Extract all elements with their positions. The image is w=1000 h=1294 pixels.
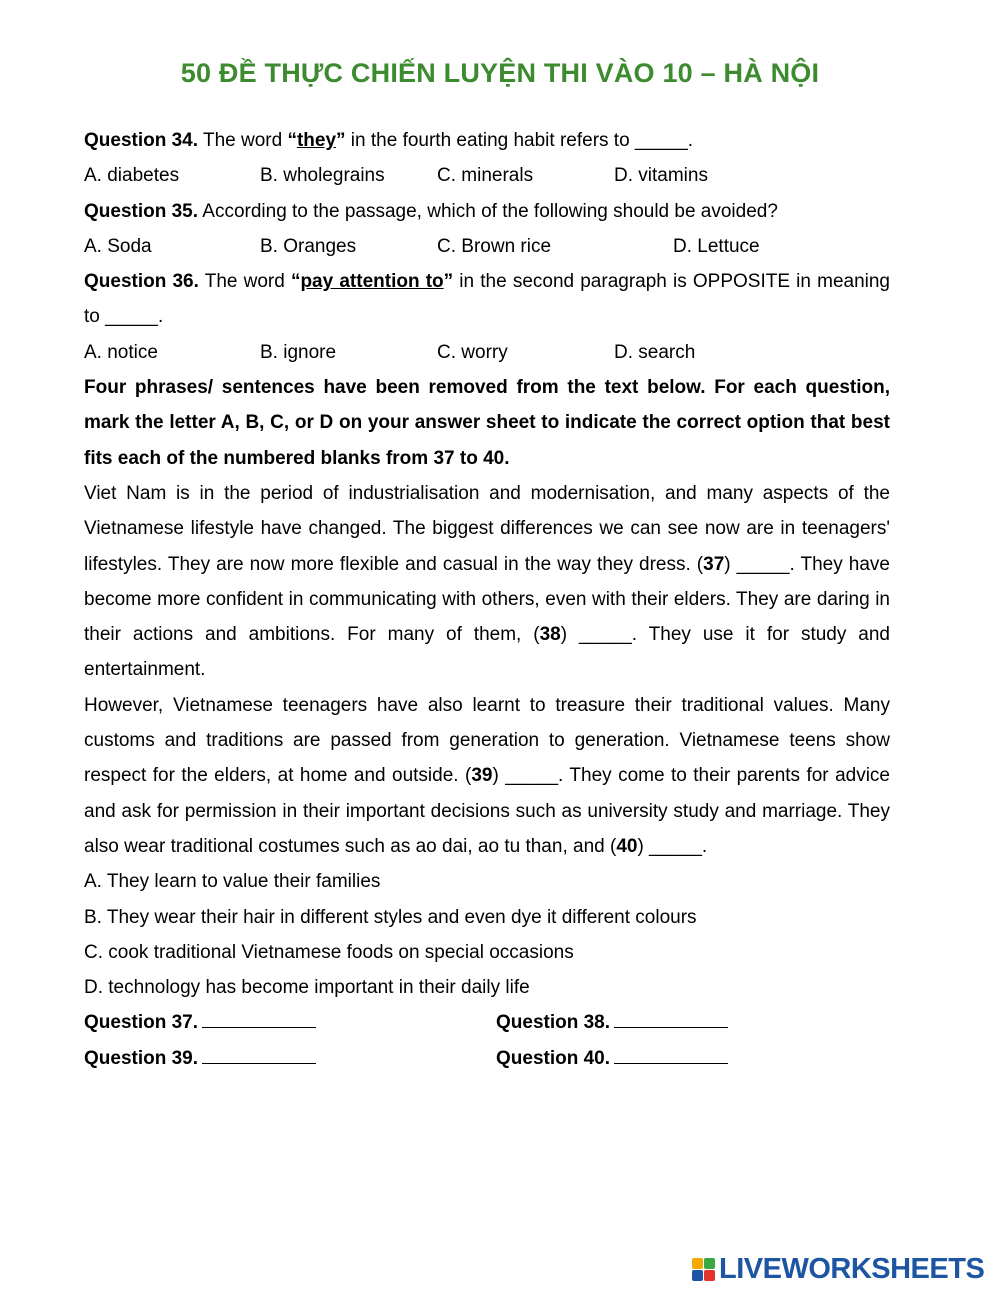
answer-40: Question 40. [496,1041,728,1076]
option-b[interactable]: B. Oranges [260,235,357,257]
option-c[interactable]: C. minerals [437,165,534,187]
question-text: in the second paragraph is OPPOSITE in meaning to _____. [84,271,890,328]
answer-input-39[interactable] [202,1045,316,1064]
blank-number-37: 37 [703,553,725,575]
close-quote: ” [443,271,454,293]
target-word: they [296,130,337,151]
answer-39: Question 39. [84,1041,316,1076]
question-34 [84,123,890,158]
option-c[interactable]: C. worry [437,341,508,363]
page-title: 50 ĐỀ THỰC CHIẾN LUYỆN THI VÀO 10 – HÀ NỘI [180,58,820,88]
answer-input-38[interactable] [614,1009,728,1028]
choice-a: A. They learn to value their families [84,871,381,893]
answer-38: Question 38. [496,1005,728,1040]
choice-d: D. technology has become important in their daily life [84,977,530,999]
open-quote: “ [287,130,297,151]
answer-37: Question 37. [84,1005,316,1040]
blank-number-39: 39 [471,765,493,787]
option-b[interactable]: B. wholegrains [260,165,385,187]
question-text: in the fourth eating habit refers to _____. [345,130,694,151]
question-text: According to the passage, which of the following should be avoided? [202,200,778,222]
blank-number-40: 40 [616,835,638,857]
question-35 [84,194,890,229]
answer-input-37[interactable] [202,1009,316,1028]
options-36 [84,335,890,370]
option-a[interactable]: A. diabetes [84,165,180,187]
option-d[interactable]: D. search [614,341,696,363]
choice-c: C. cook traditional Vietnamese foods on special occasions [84,941,574,963]
option-a[interactable]: A. notice [84,341,158,363]
question-36 [84,264,890,335]
option-c[interactable]: C. Brown rice [437,235,552,257]
instruction: Four phrases/ sentences have been removed from the text below. For each question, mark the letter A, B, C, or D on your answer sheet to indicate the correct option that best fits each of the numbered blanks from 37 to 40. [84,377,890,469]
open-quote: “ [290,271,301,293]
option-a[interactable]: A. Soda [84,235,152,257]
logo-text: LIVEWORKSHEETS [719,1252,985,1285]
blank-number-38: 38 [539,624,561,646]
liveworksheets-logo [692,1253,984,1285]
passage-paragraph-1: Viet Nam is in the period of industrialisation and modernisation, and many aspects of the Vietnamese lifestyle have changed. The biggest differences we can see now are in teenagers' lifestyles. They are now more flexible and casual in the way they dress. (37) _____. They have become more confident in communicating with others, even with their elders. They are daring in their actions and ambitions. For many of them, (38) _____. They use it for study and entertainment. [84,482,890,681]
question-label: Question 34. [84,130,199,151]
option-b[interactable]: B. ignore [260,341,337,363]
question-text: The word [204,271,291,293]
options-34 [84,158,890,193]
answer-input-40[interactable] [614,1045,728,1064]
option-d[interactable]: D. Lettuce [673,235,760,257]
choice-b: B. They wear their hair in different styles and even dye it different colours [84,906,697,928]
question-text: The word [202,130,288,151]
question-label: Question 35. [84,200,199,222]
options-35 [84,229,890,264]
logo-icon [692,1258,715,1281]
question-label: Question 36. [84,271,199,293]
answer-row-1 [84,1005,890,1040]
target-word: pay attention to [300,271,444,293]
option-d[interactable]: D. vitamins [614,165,708,187]
worksheet-content [84,123,890,1076]
passage-paragraph-2: However, Vietnamese teenagers have also learnt to treasure their traditional values. Many customs and traditions are passed from generation to generation. Vietnamese teens show respect for the elders, at home and outside. (39) _____. They come to their parents for advice and ask for permission in their important decisions such as university study and marriage. They also wear traditional costumes such as ao dai, ao tu than, and (40) _____. [84,694,890,857]
answer-row-2 [84,1041,890,1076]
close-quote: ” [336,130,346,151]
